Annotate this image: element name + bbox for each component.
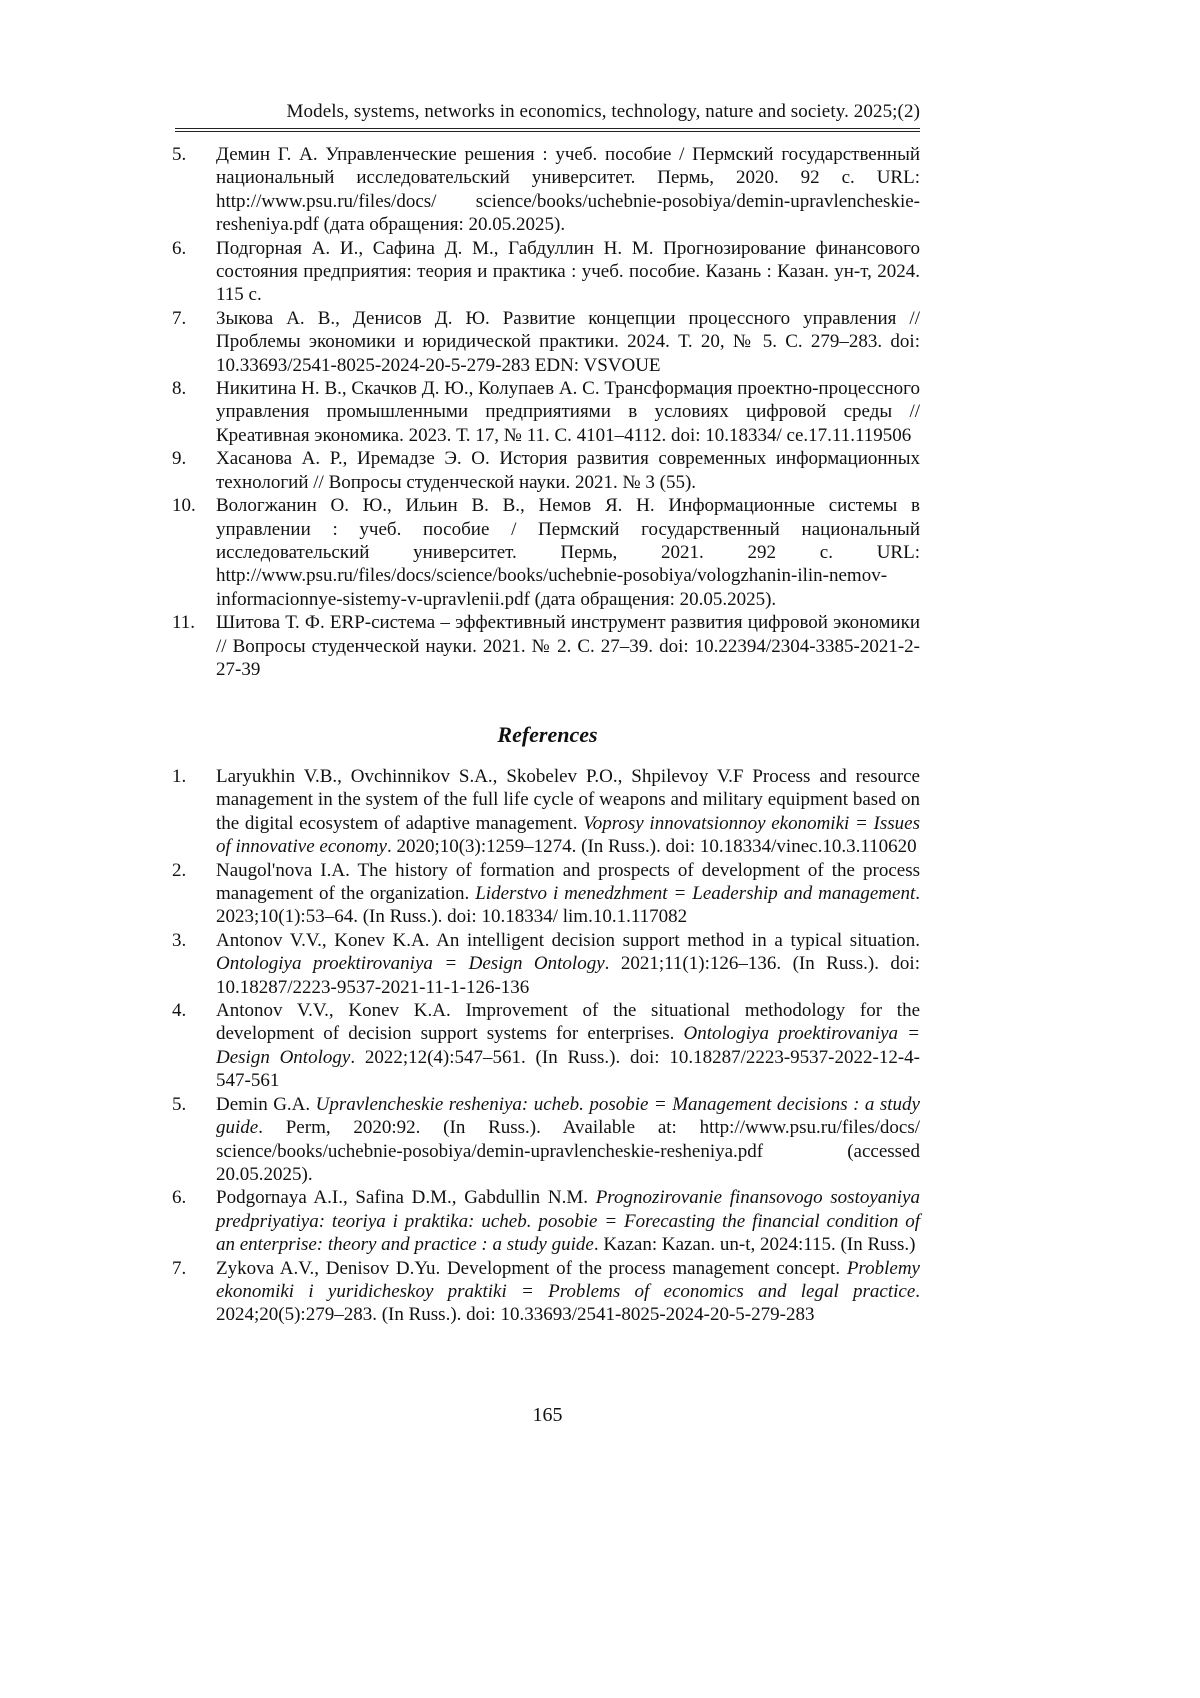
reference-number: 3. (172, 929, 187, 951)
reference-segment: Demin G.A. (216, 1093, 316, 1115)
reference-text (216, 447, 920, 494)
reference-item (172, 1257, 920, 1327)
reference-text (216, 1093, 920, 1187)
reference-item (172, 237, 920, 307)
english-reference-list (172, 765, 920, 1327)
reference-number: 5. (172, 144, 187, 165)
reference-item (172, 494, 920, 611)
reference-text (216, 143, 920, 237)
reference-number: 1. (172, 766, 187, 787)
reference-text (216, 1257, 920, 1327)
reference-segment: Подгорная А. И., Сафина Д. М., Габдуллин Н. М. Прогнозирование финансового состояния предприятия: теория и практика : учеб. пособие. Казань : Казан. ун-т, 2024. 115 с. (216, 237, 920, 306)
reference-text (216, 765, 920, 859)
reference-number: 7. (172, 1257, 187, 1279)
reference-item (172, 1186, 920, 1256)
reference-item (172, 859, 920, 929)
reference-item (172, 929, 920, 999)
reference-text (216, 611, 920, 681)
reference-text (216, 494, 920, 611)
reference-segment: . 2023;10(1):53–64. (In Russ.). doi: 10.18334/ lim.10.1.117082 (216, 883, 920, 928)
russian-reference-list (172, 143, 920, 681)
reference-segment: Хасанова А. Р., Иремадзе Э. О. История развития современных информационных технологий // Вопросы студенческой науки. 2021. № 3 (55). (216, 448, 920, 493)
reference-segment: . 2022;12(4):547–561. (In Russ.). doi: 10.18287/2223-9537-2022-12-4-547-561 (216, 1046, 920, 1092)
reference-number: 6. (172, 237, 187, 259)
reference-segment: Naugol'nova I.A. The history of formation and prospects of development of the process management of the organization. (216, 859, 920, 905)
reference-text (216, 999, 920, 1093)
reference-italic-segment: Voprosy innovatsionnoy ekonomiki = Issues of innovative economy (216, 812, 920, 858)
reference-number: 6. (172, 1187, 187, 1209)
reference-text (216, 377, 920, 447)
reference-segment: . Perm, 2020:92. (In Russ.). Available at: http://www.psu.ru/files/docs/ science/books/uchebnie-posobiya/demin-upravlencheskie-resheniya.pdf (accessed 20.05.2025). (216, 1117, 920, 1185)
running-header: Models, systems, networks in economics, technology, nature and society. 2025;(2) (286, 101, 920, 122)
reference-text (216, 1186, 920, 1256)
reference-item (172, 377, 920, 447)
reference-segment: Antonov V.V., Konev K.A. An intelligent decision support method in a typical situation. (216, 929, 920, 951)
reference-italic-segment: Ontologiya proektirovaniya = Design Ontology (216, 953, 605, 975)
reference-italic-segment: Ontologiya proektirovaniya = Design Ontology (216, 1023, 920, 1068)
reference-item (172, 765, 920, 859)
header-rule (175, 128, 920, 132)
reference-number: 10. (172, 495, 196, 517)
reference-text (216, 859, 920, 929)
reference-segment: . 2024;20(5):279–283. (In Russ.). doi: 10.33693/2541-8025-2024-20-5-279-283 (216, 1280, 920, 1326)
reference-segment: Демин Г. А. Управленческие решения : учеб. пособие / Пермский государственный национальный исследовательский университет. Пермь, 2020. 92 с. URL: http://www.psu.ru/files/docs/ science/books/uchebnie-posobiya/demin-upravlencheskie-resheniya.pdf (дата обращения: 20.05.2025). (216, 144, 920, 236)
reference-number: 8. (172, 378, 187, 400)
reference-item (172, 999, 920, 1093)
reference-segment: Вологжанин О. Ю., Ильин В. В., Немов Я. Н. Информационные системы в управлении : учеб. пособие / Пермский государственный национальный исследовательский университет. Пермь, 2021. 292 с. URL: http://www.psu.ru/files/docs/science/books/uchebnie-posobiya/vologzhanin-ilin-nemov-informacionnye-sistemy-v-upravlenii.pdf (дата обращения: 20.05.2025). (216, 495, 920, 610)
reference-italic-segment: Liderstvo i menedzhment = Leadership and management (475, 883, 916, 905)
reference-segment: Шитова Т. Ф. ERP-система – эффективный инструмент развития цифровой экономики // Вопросы студенческой науки. 2021. № 2. С. 27–39. doi: 10.22394/2304-3385-2021-2-27-39 (216, 612, 920, 680)
reference-italic-segment: Upravlencheskie resheniya: ucheb. posobie = Management decisions : a study guide (216, 1093, 920, 1139)
references-heading: References (497, 722, 598, 747)
reference-number: 7. (172, 307, 187, 329)
reference-segment: Laryukhin V.B., Ovchinnikov S.A., Skobelev P.O., Shpilevoy V.F Process and resource management in the system of the full life cycle of weapons and military equipment based on the digital ecosystem of adaptive management. (216, 766, 920, 834)
reference-segment: Antonov V.V., Konev K.A. Improvement of the situational methodology for the development of decision support systems for enterprises. (216, 1000, 920, 1045)
reference-italic-segment: Problemy ekonomiki i yuridicheskoy praktiki = Problems of economics and legal practice (216, 1257, 920, 1302)
page-number: 165 (532, 1404, 563, 1426)
reference-segment: . 2021;11(1):126–136. (In Russ.). doi: 10.18287/2223-9537-2021-11-1-126-136 (216, 953, 920, 998)
reference-text (216, 237, 920, 307)
reference-item (172, 143, 920, 237)
reference-item (172, 611, 920, 681)
reference-number: 9. (172, 448, 187, 470)
reference-item (172, 307, 920, 377)
reference-number: 11. (172, 612, 196, 634)
reference-segment: Podgornaya A.I., Safina D.M., Gabdullin N.M. (216, 1187, 596, 1209)
reference-segment: Zykova A.V., Denisov D.Yu. Development of the process management concept. (216, 1257, 847, 1279)
reference-number: 2. (172, 859, 187, 881)
reference-item (172, 1093, 920, 1187)
reference-segment: . 2020;10(3):1259–1274. (In Russ.). doi: 10.18334/vinec.10.3.110620 (386, 836, 917, 858)
reference-italic-segment: Prognozirovanie finansovogo sostoyaniya predpriyatiya: teoriya i praktika: ucheb. posobie = Forecasting the financial condition of an enterprise: theory and practice : a study guide (216, 1187, 920, 1256)
reference-segment: Никитина Н. В., Скачков Д. Ю., Колупаев А. С. Трансформация проектно-процессного управления промышленными предприятиями в условиях цифровой среды // Креативная экономика. 2023. Т. 17, № 11. С. 4101–4112. doi: 10.18334/ ce.17.11.119506 (216, 378, 920, 446)
reference-text (216, 929, 920, 999)
reference-segment: Зыкова А. В., Денисов Д. Ю. Развитие концепции процессного управления // Проблемы экономики и юридической практики. 2024. Т. 20, № 5. С. 279–283. doi: 10.33693/2541-8025-2024-20-5-279-283 EDN: VSVOUE (216, 307, 920, 376)
reference-item (172, 447, 920, 494)
reference-number: 5. (172, 1093, 187, 1115)
reference-number: 4. (172, 1000, 187, 1022)
reference-text (216, 307, 920, 377)
reference-segment: . Kazan: Kazan. un-t, 2024:115. (In Russ.) (593, 1234, 916, 1256)
